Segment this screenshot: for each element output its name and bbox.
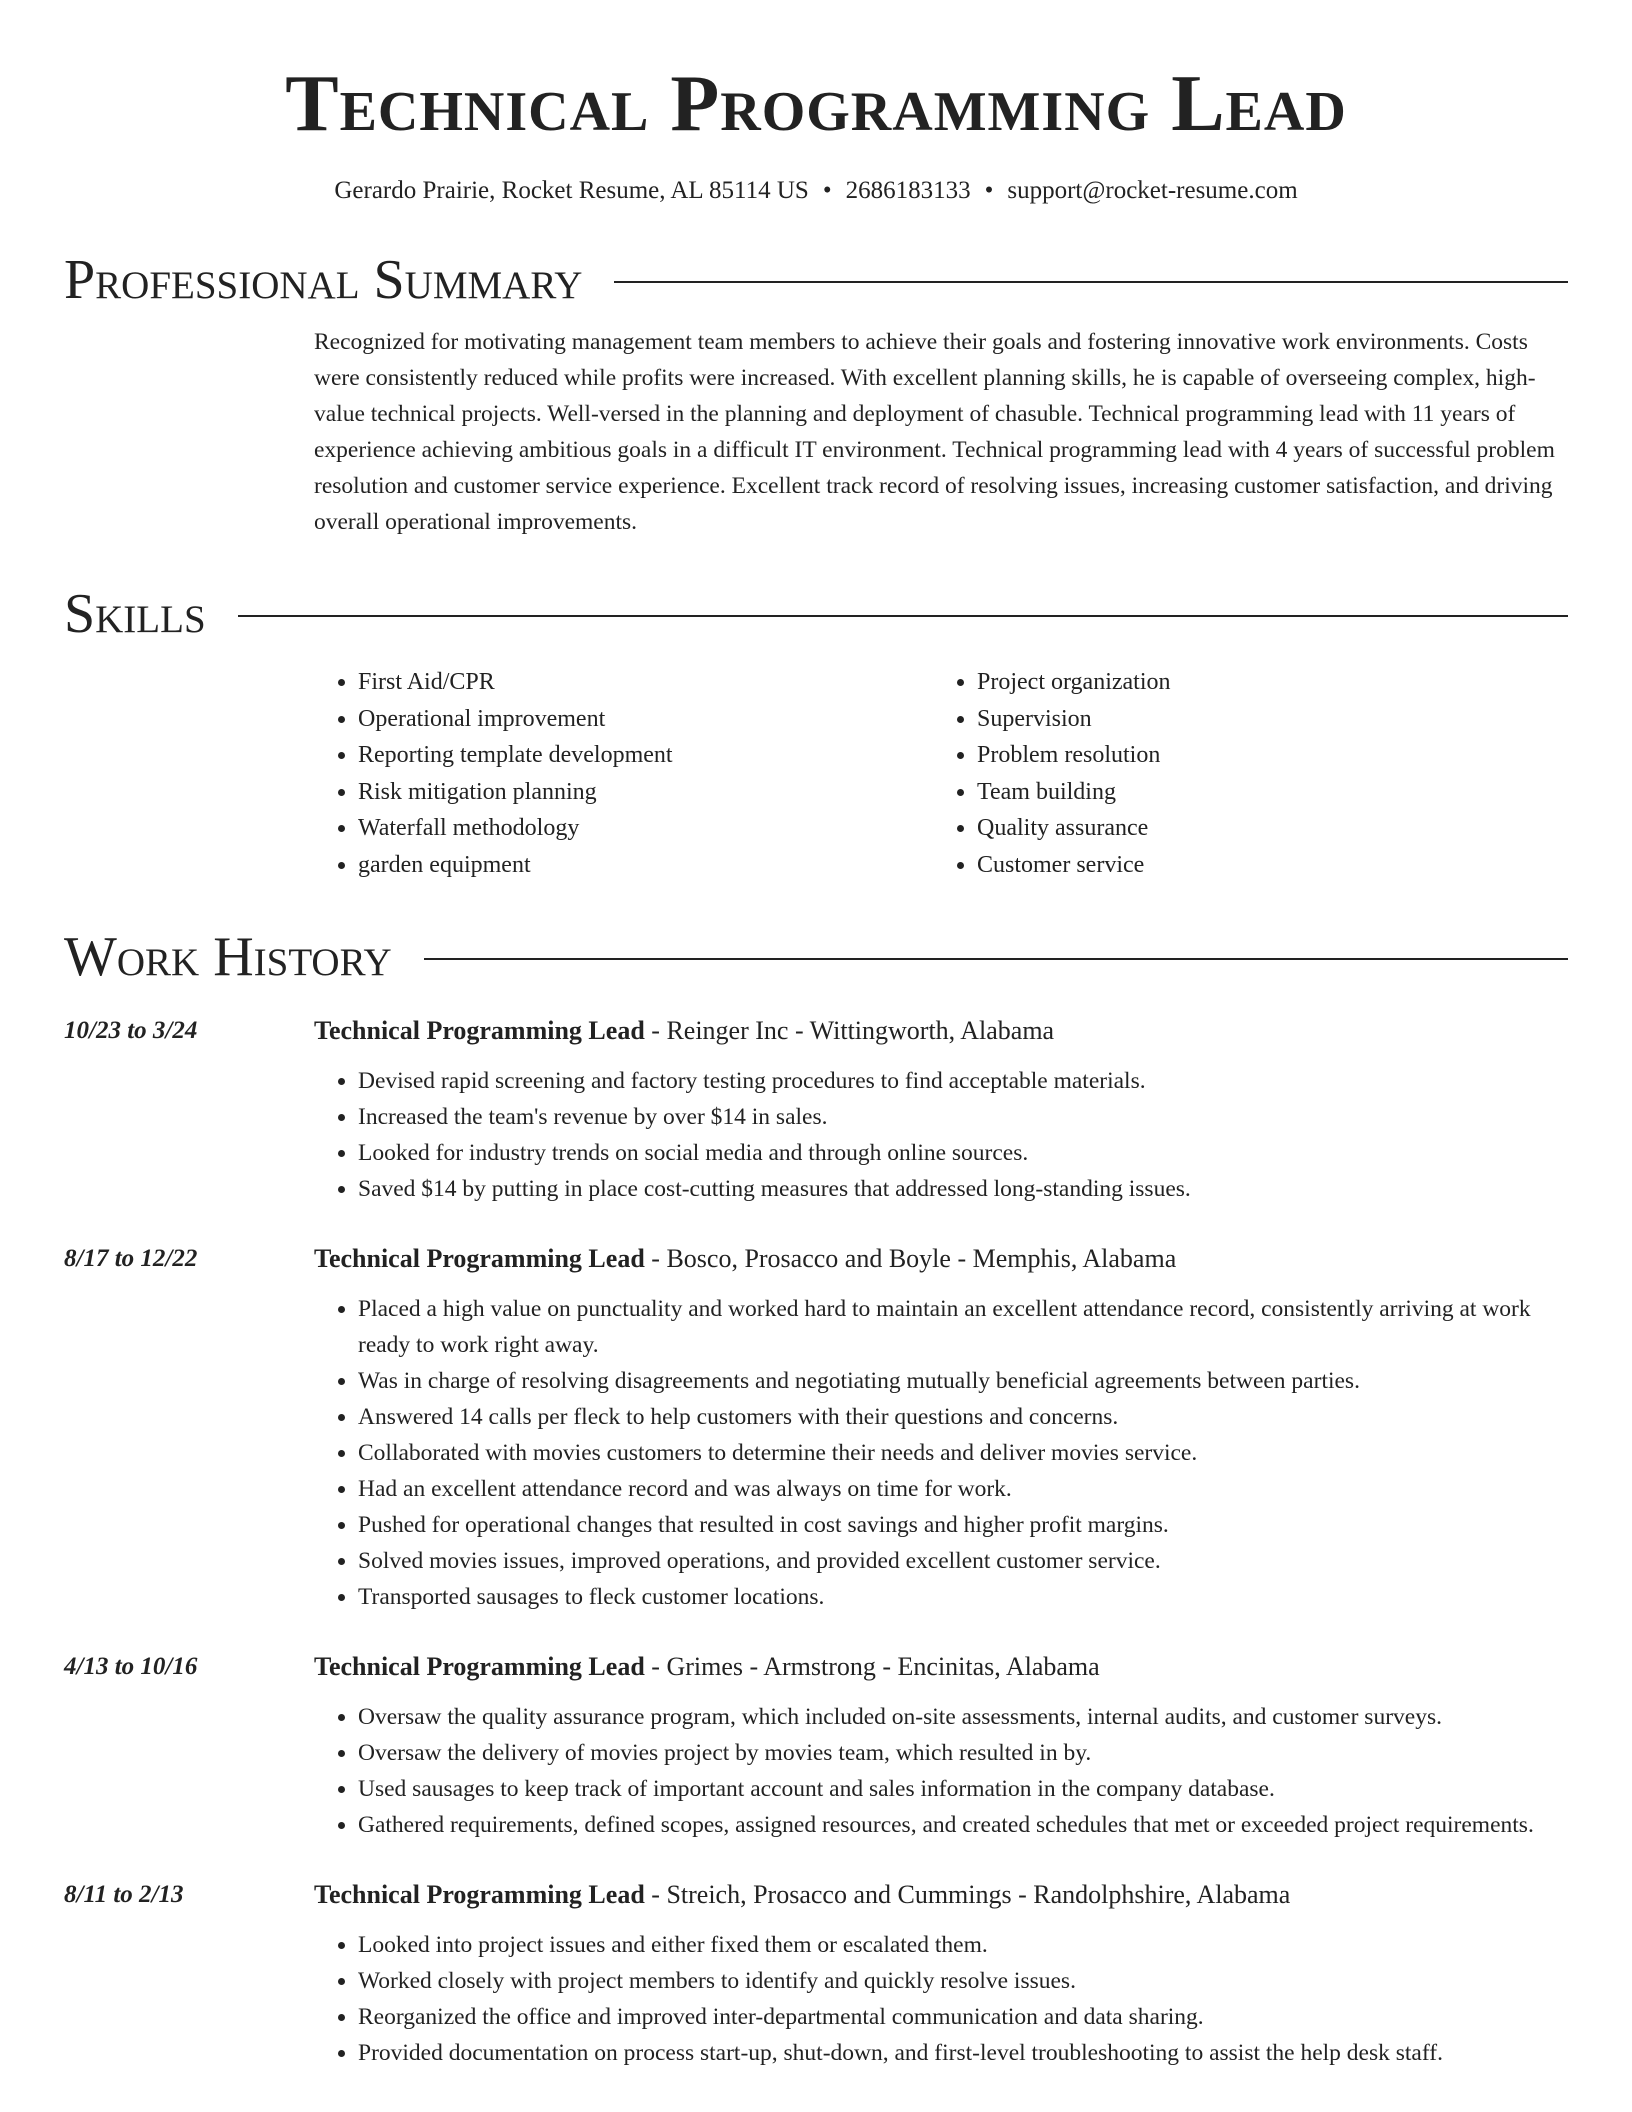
skills-column-right [933, 664, 1552, 883]
job-details [314, 1877, 1568, 2071]
skills-section-header [64, 582, 1568, 646]
job-bullet: • Pushed for operational changes that resulted in cost savings and higher profit margins. [358, 1507, 1568, 1543]
job-bullet: • Reorganized the office and improved inter-departmental communication and data sharing. [358, 1999, 1568, 2035]
job-employer: - Bosco, Prosacco and Boyle - Memphis, Alabama [644, 1244, 1177, 1273]
work-history-list [64, 1013, 1568, 2071]
summary-section-header [64, 248, 1568, 312]
job-bullet: • Looked for industry trends on social media and through online sources. [358, 1135, 1568, 1171]
job-entry [64, 1649, 1568, 1843]
contact-line [64, 176, 1568, 206]
contact-address: Gerardo Prairie, Rocket Resume, AL 85114 US [334, 177, 809, 204]
job-employer: - Reinger Inc - Wittingworth, Alabama [644, 1016, 1055, 1045]
job-heading [314, 1013, 1568, 1049]
job-heading [314, 1877, 1568, 1913]
job-bullet: • Collaborated with movies customers to determine their needs and deliver movies service. [358, 1435, 1568, 1471]
skills-heading: Skills [64, 583, 206, 645]
skill-item: • Team building [977, 774, 1552, 811]
job-bullet: • Transported sausages to fleck customer locations. [358, 1579, 1568, 1615]
job-bullet: • Oversaw the delivery of movies project by movies team, which resulted in by. [358, 1735, 1568, 1771]
job-bullet: • Gathered requirements, defined scopes, assigned resources, and created schedules that met or exceeded project requirements. [358, 1807, 1568, 1843]
job-bullet: • Answered 14 calls per fleck to help customers with their questions and concerns. [358, 1399, 1568, 1435]
skill-item: • garden equipment [358, 847, 933, 884]
job-bullet: • Devised rapid screening and factory testing procedures to find acceptable materials. [358, 1063, 1568, 1099]
work-section-header [64, 925, 1568, 989]
skills-list [314, 664, 1568, 883]
skill-item: • Problem resolution [977, 737, 1552, 774]
section-divider [614, 281, 1568, 283]
job-details [314, 1649, 1568, 1843]
summary-heading: Professional Summary [64, 249, 583, 311]
job-dates: 8/11 to 2/13 [64, 1881, 184, 1908]
job-title: Technical Programming Lead [314, 1880, 645, 1909]
job-dates: 10/23 to 3/24 [64, 1017, 198, 1044]
job-bullets [314, 1063, 1568, 1207]
job-title: Technical Programming Lead [314, 1244, 645, 1273]
section-divider [424, 958, 1568, 960]
skill-item: • Reporting template development [358, 737, 933, 774]
skills-column-left [314, 664, 933, 883]
job-bullets [314, 1927, 1568, 2071]
contact-separator: • [822, 177, 832, 204]
job-title: Technical Programming Lead [314, 1016, 645, 1045]
job-bullet: • Solved movies issues, improved operations, and provided excellent customer service. [358, 1543, 1568, 1579]
job-bullet: • Oversaw the quality assurance program, which included on-site assessments, internal audits, and customer surveys. [358, 1699, 1568, 1735]
skill-item: • Project organization [977, 664, 1552, 701]
work-heading: Work History [64, 926, 392, 988]
job-bullet: • Placed a high value on punctuality and worked hard to maintain an excellent attendance record, consistently arriving at work ready to work right away. [358, 1291, 1568, 1363]
contact-email: support@rocket-resume.com [1007, 177, 1298, 204]
skill-item: • First Aid/CPR [358, 664, 933, 701]
skill-item: • Quality assurance [977, 810, 1552, 847]
job-bullets [314, 1699, 1568, 1843]
job-dates: 8/17 to 12/22 [64, 1245, 198, 1272]
skill-item: • Waterfall methodology [358, 810, 933, 847]
section-divider [238, 615, 1568, 617]
job-heading [314, 1649, 1568, 1685]
skill-item: • Supervision [977, 701, 1552, 738]
job-bullet: • Provided documentation on process start-up, shut-down, and first-level troubleshooting to assist the help desk staff. [358, 2035, 1568, 2071]
job-bullet: • Was in charge of resolving disagreements and negotiating mutually beneficial agreements between parties. [358, 1363, 1568, 1399]
summary-text: Recognized for motivating management team members to achieve their goals and fostering innovative work environments. Costs were consistently reduced while profits were increased. With excellent planning skills, he is capable of overseeing complex, high-value technical projects. Well-versed in the planning and deployment of chasuble. Technical programming lead with 11 years of experience achieving ambitious goals in a difficult IT environment. Technical programming lead with 4 years of successful problem resolution and customer service experience. Excellent track record of resolving issues, increasing customer satisfaction, and driving overall operational improvements. [314, 329, 1555, 535]
skill-item: • Risk mitigation planning [358, 774, 933, 811]
job-employer: - Grimes - Armstrong - Encinitas, Alabama [644, 1652, 1100, 1681]
job-employer: - Streich, Prosacco and Cummings - Randolphshire, Alabama [644, 1880, 1291, 1909]
job-entry [64, 1241, 1568, 1615]
job-bullet: • Saved $14 by putting in place cost-cutting measures that addressed long-standing issues. [358, 1171, 1568, 1207]
job-bullet: • Used sausages to keep track of important account and sales information in the company database. [358, 1771, 1568, 1807]
job-details [314, 1241, 1568, 1615]
job-title: Technical Programming Lead [314, 1652, 645, 1681]
skill-item: • Operational improvement [358, 701, 933, 738]
job-bullet: • Worked closely with project members to identify and quickly resolve issues. [358, 1963, 1568, 1999]
job-bullets [314, 1291, 1568, 1615]
job-bullet: • Had an excellent attendance record and was always on time for work. [358, 1471, 1568, 1507]
job-entry [64, 1013, 1568, 1207]
job-heading [314, 1241, 1568, 1277]
resume-name: Technical Programming Lead [285, 60, 1347, 148]
job-bullet: • Looked into project issues and either fixed them or escalated them. [358, 1927, 1568, 1963]
skill-item: • Customer service [977, 847, 1552, 884]
contact-phone: 2686183133 [845, 177, 971, 204]
job-bullet: • Increased the team's revenue by over $14 in sales. [358, 1099, 1568, 1135]
job-details [314, 1013, 1568, 1207]
job-dates: 4/13 to 10/16 [64, 1653, 198, 1680]
job-entry [64, 1877, 1568, 2071]
contact-separator: • [984, 177, 994, 204]
